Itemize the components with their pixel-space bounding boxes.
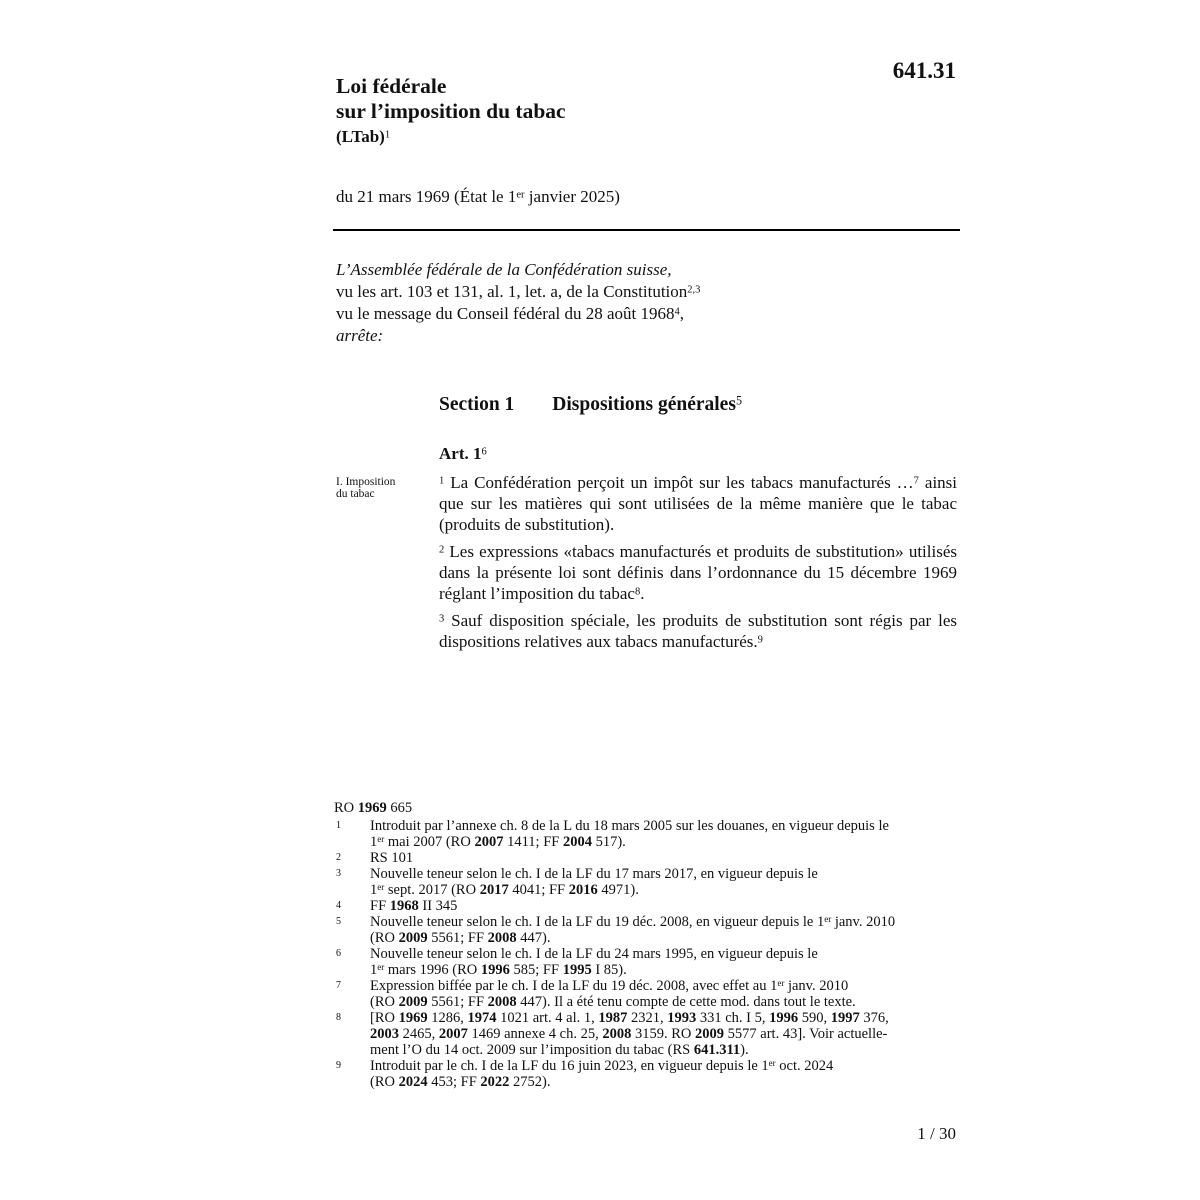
title-line-2: sur l’imposition du tabac	[336, 99, 566, 123]
marginal-line-1: I. Imposition	[336, 476, 396, 488]
footnote-text: Introduit par le ch. I de la LF du 16 juin 2023, en vigueur depuis le 1er oct. 2024 (RO 2024 453; FF 2022 2752).	[370, 1057, 834, 1090]
section-label: Section 1	[439, 394, 515, 415]
page-number: 1 / 30	[917, 1124, 956, 1143]
footnote-number: 4	[336, 900, 341, 911]
paragraph-1	[439, 472, 957, 535]
footnote-ref[interactable]: 7	[913, 475, 919, 487]
vu1-text: vu les art. 103 et 131, al. 1, let. a, de la Constitution	[336, 282, 688, 301]
footnote-5	[334, 914, 964, 946]
footnote-number: 7	[336, 980, 341, 991]
document-date	[336, 187, 620, 207]
footnote-ref[interactable]: 4	[674, 306, 680, 318]
footnote-number: 2	[336, 852, 341, 863]
vu2-end: ,	[679, 304, 685, 323]
official-collection-reference	[334, 800, 964, 816]
footnote-ref[interactable]: 1	[384, 129, 391, 141]
footnote-ref[interactable]: 9	[757, 634, 763, 646]
footnote-ref[interactable]: 5	[735, 393, 742, 408]
title-abbreviation	[336, 124, 566, 149]
footnote-6	[334, 946, 964, 978]
preamble-arrete: arrête:	[336, 326, 384, 345]
footnote-4	[334, 898, 964, 914]
paragraph-number: 1	[439, 475, 445, 487]
paragraph-text: Les expressions «tabacs manufacturés et produits de substitution» utilisés dans la présente loi sont définis dans l’ordonnance du 15 décembre 1969 réglant l’imposition du tabac	[439, 542, 957, 603]
footnote-7	[334, 978, 964, 1010]
preamble-assembly: L’Assemblée fédérale de la Confédération suisse,	[336, 260, 672, 279]
ro-prefix: RO	[334, 800, 358, 816]
section-title: Dispositions générales	[552, 394, 736, 415]
footnote-text: RS 101	[370, 850, 414, 866]
abbr-text: (LTab)	[336, 127, 385, 146]
footnote-text: Nouvelle teneur selon le ch. I de la LF du 17 mars 2017, en vigueur depuis le 1er sept. 2017 (RO 2017 4041; FF 2016 4971).	[370, 866, 818, 898]
paragraph-3	[439, 610, 957, 652]
ro-year: 1969	[357, 800, 387, 816]
paragraph-number: 2	[439, 544, 445, 556]
preamble-vu-message	[336, 303, 956, 325]
footnote-1	[334, 818, 964, 850]
document-title	[336, 74, 566, 149]
footnote-ref[interactable]: 2,3	[687, 284, 701, 296]
footnote-list	[334, 818, 964, 1090]
ro-page: 665	[386, 800, 413, 816]
footnote-text: Nouvelle teneur selon le ch. I de la LF du 24 mars 1995, en vigueur depuis le 1er mars 1996 (RO 1996 585; FF 1995 I 85).	[370, 946, 818, 978]
document-number: 641.31	[892, 58, 956, 83]
footnote-number: 9	[336, 1060, 341, 1071]
footnote-3	[334, 866, 964, 898]
title-line-1: Loi fédérale	[336, 74, 447, 98]
marginal-note	[336, 476, 426, 500]
marginal-line-2: du tabac	[336, 488, 375, 500]
footnote-8	[334, 1010, 964, 1058]
footnote-number: 8	[336, 1012, 341, 1023]
footnote-ref[interactable]: 6	[481, 446, 487, 458]
header-divider	[333, 229, 960, 231]
footnote-9	[334, 1058, 964, 1090]
paragraph-text: Sauf disposition spéciale, les produits de substitution sont régis par les dispositions relatives aux tabacs manufacturés.	[439, 611, 957, 651]
footnote-text: FF 1968 II 345	[370, 898, 458, 914]
preamble-vu-constitution	[336, 281, 956, 303]
section-heading	[439, 394, 742, 416]
article-heading	[439, 444, 487, 464]
footnote-number: 5	[336, 916, 341, 927]
footnote-text: Nouvelle teneur selon le ch. I de la LF du 19 déc. 2008, en vigueur depuis le 1er janv. 2010 (RO 2009 5561; FF 2008 447).	[370, 913, 896, 946]
vu2-text: vu le message du Conseil fédéral du 28 août 1968	[336, 304, 675, 323]
footnote-text: [RO 1969 1286, 1974 1021 art. 4 al. 1, 1987 2321, 1993 331 ch. I 5, 1996 590, 1997 376, 2003 2465, 2007 1469 annexe 4 ch. 25, 2008 3159. RO 2009 5577 art. 43]. Voir actuelle- ment l’O du 14 oct. 2009 sur l’imposition du tabac (RS 641.311).	[370, 1010, 889, 1058]
date-text-end: janvier 2025)	[524, 187, 620, 206]
footnote-text: Expression biffée par le ch. I de la LF du 19 déc. 2008, avec effet au 1er janv. 2010 (RO 2009 5561; FF 2008 447). Il a été tenu compte de cette mod. dans tout le texte.	[370, 977, 856, 1010]
footnote-number: 6	[336, 948, 341, 959]
article-label: Art. 1	[439, 444, 482, 463]
footnote-ref[interactable]: 8	[634, 586, 641, 598]
footnote-number: 3	[336, 868, 341, 879]
footnote-2	[334, 850, 964, 866]
date-text: du 21 mars 1969 (État le 1	[336, 187, 517, 206]
footnotes	[334, 800, 964, 1090]
date-sup: er	[516, 189, 525, 201]
preamble	[336, 259, 956, 347]
paragraph-2	[439, 541, 957, 604]
footnote-number: 1	[336, 820, 341, 831]
paragraph-number: 3	[439, 613, 445, 625]
paragraph-text: La Confédération perçoit un impôt sur les tabacs manufacturés …	[450, 473, 914, 492]
paragraph-tail: .	[640, 584, 645, 603]
paragraph-tail: ainsi que sur les matières qui sont utilisées de la même manière que le tabac (produits de substitution).	[439, 473, 958, 534]
footnote-text: Introduit par l’annexe ch. 8 de la L du 18 mars 2005 sur les douanes, en vigueur depuis le 1er mai 2007 (RO 2007 1411; FF 2004 517).	[370, 818, 889, 850]
